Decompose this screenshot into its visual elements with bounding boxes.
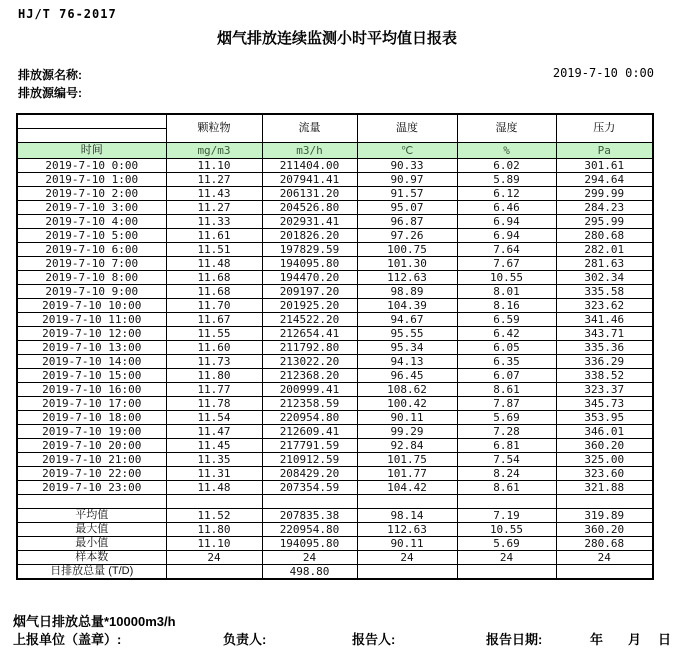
- value-cell: 11.45: [166, 439, 262, 453]
- month-label: 月: [628, 632, 642, 647]
- value-cell: 207354.59: [262, 481, 357, 495]
- value-cell: 11.68: [166, 271, 262, 285]
- value-cell: 207941.41: [262, 173, 357, 187]
- unit-particulate: mg/m3: [166, 143, 262, 159]
- row-label: 平均值: [17, 509, 166, 523]
- value-cell: 94.13: [357, 355, 457, 369]
- value-cell: 6.94: [457, 229, 556, 243]
- value-cell: 24: [357, 551, 457, 565]
- value-cell: 98.14: [357, 509, 457, 523]
- summary-row: [17, 523, 653, 537]
- table-row: [17, 397, 653, 411]
- value-cell: 7.28: [457, 425, 556, 439]
- value-cell: 7.87: [457, 397, 556, 411]
- row-time: 2019-7-10 13:00: [17, 341, 166, 355]
- value-cell: 11.51: [166, 243, 262, 257]
- value-cell: 100.75: [357, 243, 457, 257]
- table-row: [17, 299, 653, 313]
- table-row: [17, 313, 653, 327]
- unit-pressure: Pa: [556, 143, 653, 159]
- value-cell: 92.84: [357, 439, 457, 453]
- value-cell: 6.46: [457, 201, 556, 215]
- value-cell: 95.34: [357, 341, 457, 355]
- value-cell: 112.63: [357, 271, 457, 285]
- value-cell: 6.12: [457, 187, 556, 201]
- unit-temperature: ℃: [357, 143, 457, 159]
- row-time: 2019-7-10 15:00: [17, 369, 166, 383]
- value-cell: 214522.20: [262, 313, 357, 327]
- value-cell: 284.23: [556, 201, 653, 215]
- value-cell: 211792.80: [262, 341, 357, 355]
- value-cell: 11.80: [166, 523, 262, 537]
- value-cell: 217791.59: [262, 439, 357, 453]
- value-cell: 200999.41: [262, 383, 357, 397]
- column-header-humidity: 湿度: [457, 114, 556, 143]
- value-cell: 11.70: [166, 299, 262, 313]
- value-cell: 213022.20: [262, 355, 357, 369]
- value-cell: [556, 565, 653, 580]
- unit-humidity: %: [457, 143, 556, 159]
- column-header-particulate: 颗粒物: [166, 114, 262, 143]
- unit-flow: m3/h: [262, 143, 357, 159]
- value-cell: 335.36: [556, 341, 653, 355]
- value-cell: 194095.80: [262, 257, 357, 271]
- value-cell: 209197.20: [262, 285, 357, 299]
- source-name-label: 排放源名称:: [18, 68, 82, 82]
- value-cell: 11.80: [166, 369, 262, 383]
- value-cell: 90.33: [357, 159, 457, 173]
- value-cell: 101.77: [357, 467, 457, 481]
- report-date-label: 报告日期:: [486, 632, 543, 647]
- value-cell: 194470.20: [262, 271, 357, 285]
- value-cell: 325.00: [556, 453, 653, 467]
- value-cell: 6.07: [457, 369, 556, 383]
- value-cell: 11.33: [166, 215, 262, 229]
- spacer-cell: [17, 495, 166, 509]
- report-datetime: 2019-7-10 0:00: [552, 66, 654, 80]
- value-cell: 323.62: [556, 299, 653, 313]
- value-cell: 210912.59: [262, 453, 357, 467]
- value-cell: 104.42: [357, 481, 457, 495]
- value-cell: 211404.00: [262, 159, 357, 173]
- year-label: 年: [590, 632, 604, 647]
- value-cell: 90.11: [357, 537, 457, 551]
- value-cell: 204526.80: [262, 201, 357, 215]
- spacer-cell: [166, 495, 262, 509]
- value-cell: 212609.41: [262, 425, 357, 439]
- header-empty-cell-bottom: [17, 129, 166, 143]
- spacer-row: [17, 495, 653, 509]
- table-row: [17, 341, 653, 355]
- spacer-cell: [556, 495, 653, 509]
- standard-code: HJ/T 76-2017: [18, 7, 117, 21]
- spacer-cell: [357, 495, 457, 509]
- value-cell: 24: [556, 551, 653, 565]
- summary-row: [17, 565, 653, 580]
- row-time: 2019-7-10 9:00: [17, 285, 166, 299]
- column-header-temperature: 温度: [357, 114, 457, 143]
- value-cell: 95.55: [357, 327, 457, 341]
- table-row: [17, 383, 653, 397]
- value-cell: 201826.20: [262, 229, 357, 243]
- value-cell: 281.63: [556, 257, 653, 271]
- value-cell: [457, 565, 556, 580]
- table-row: [17, 453, 653, 467]
- table-row: [17, 187, 653, 201]
- summary-row: [17, 537, 653, 551]
- value-cell: 5.69: [457, 411, 556, 425]
- spacer-cell: [262, 495, 357, 509]
- value-cell: 11.61: [166, 229, 262, 243]
- value-cell: 8.61: [457, 481, 556, 495]
- value-cell: 7.19: [457, 509, 556, 523]
- header-empty-cell-top: [17, 114, 166, 129]
- table-row: [17, 215, 653, 229]
- row-time: 2019-7-10 7:00: [17, 257, 166, 271]
- row-time: 2019-7-10 1:00: [17, 173, 166, 187]
- value-cell: 220954.80: [262, 411, 357, 425]
- value-cell: 338.52: [556, 369, 653, 383]
- value-cell: 212654.41: [262, 327, 357, 341]
- report-unit-label: 上报单位（盖章）:: [13, 632, 122, 647]
- hourly-average-table: [16, 113, 654, 580]
- value-cell: 11.55: [166, 327, 262, 341]
- value-cell: 11.67: [166, 313, 262, 327]
- value-cell: 11.77: [166, 383, 262, 397]
- value-cell: 11.10: [166, 159, 262, 173]
- value-cell: 99.29: [357, 425, 457, 439]
- table-row: [17, 229, 653, 243]
- value-cell: 11.78: [166, 397, 262, 411]
- value-cell: 208429.20: [262, 467, 357, 481]
- row-label: 日排放总量 (T/D): [17, 565, 166, 580]
- value-cell: 11.73: [166, 355, 262, 369]
- value-cell: 206131.20: [262, 187, 357, 201]
- responsible-person-label: 负责人:: [223, 632, 267, 647]
- value-cell: 8.01: [457, 285, 556, 299]
- value-cell: 112.63: [357, 523, 457, 537]
- value-cell: 194095.80: [262, 537, 357, 551]
- value-cell: 6.81: [457, 439, 556, 453]
- value-cell: 8.24: [457, 467, 556, 481]
- value-cell: 7.54: [457, 453, 556, 467]
- row-time: 2019-7-10 22:00: [17, 467, 166, 481]
- row-time: 2019-7-10 21:00: [17, 453, 166, 467]
- value-cell: 6.94: [457, 215, 556, 229]
- value-cell: 346.01: [556, 425, 653, 439]
- value-cell: 24: [262, 551, 357, 565]
- row-label: 最小值: [17, 537, 166, 551]
- value-cell: 24: [166, 551, 262, 565]
- value-cell: 11.47: [166, 425, 262, 439]
- column-header-flow: 流量: [262, 114, 357, 143]
- value-cell: 11.60: [166, 341, 262, 355]
- table-row: [17, 201, 653, 215]
- footer-note: 烟气日排放总量*10000m3/h: [13, 614, 176, 629]
- value-cell: 6.05: [457, 341, 556, 355]
- value-cell: 6.42: [457, 327, 556, 341]
- row-time: 2019-7-10 2:00: [17, 187, 166, 201]
- value-cell: 11.52: [166, 509, 262, 523]
- value-cell: 8.61: [457, 383, 556, 397]
- row-time: 2019-7-10 4:00: [17, 215, 166, 229]
- value-cell: 97.26: [357, 229, 457, 243]
- value-cell: 321.88: [556, 481, 653, 495]
- value-cell: 98.89: [357, 285, 457, 299]
- value-cell: 498.80: [262, 565, 357, 580]
- table-body: [17, 159, 653, 580]
- table-row: [17, 439, 653, 453]
- value-cell: 6.35: [457, 355, 556, 369]
- value-cell: 11.31: [166, 467, 262, 481]
- value-cell: 24: [457, 551, 556, 565]
- value-cell: 282.01: [556, 243, 653, 257]
- reporter-label: 报告人:: [352, 632, 396, 647]
- value-cell: 108.62: [357, 383, 457, 397]
- value-cell: 201925.20: [262, 299, 357, 313]
- value-cell: 202931.41: [262, 215, 357, 229]
- summary-row: [17, 551, 653, 565]
- value-cell: 7.64: [457, 243, 556, 257]
- value-cell: 353.95: [556, 411, 653, 425]
- value-cell: 11.35: [166, 453, 262, 467]
- summary-row: [17, 509, 653, 523]
- value-cell: 294.64: [556, 173, 653, 187]
- row-time: 2019-7-10 0:00: [17, 159, 166, 173]
- value-cell: 6.59: [457, 313, 556, 327]
- spacer-cell: [457, 495, 556, 509]
- value-cell: 207835.38: [262, 509, 357, 523]
- value-cell: 220954.80: [262, 523, 357, 537]
- column-header-pressure: 压力: [556, 114, 653, 143]
- row-time: 2019-7-10 18:00: [17, 411, 166, 425]
- table-row: [17, 243, 653, 257]
- value-cell: 299.99: [556, 187, 653, 201]
- value-cell: 345.73: [556, 397, 653, 411]
- value-cell: 90.97: [357, 173, 457, 187]
- value-cell: 11.54: [166, 411, 262, 425]
- value-cell: 8.16: [457, 299, 556, 313]
- value-cell: 5.69: [457, 537, 556, 551]
- value-cell: 319.89: [556, 509, 653, 523]
- value-cell: 360.20: [556, 523, 653, 537]
- row-time: 2019-7-10 3:00: [17, 201, 166, 215]
- table-row: [17, 467, 653, 481]
- value-cell: 96.45: [357, 369, 457, 383]
- row-time: 2019-7-10 23:00: [17, 481, 166, 495]
- table-row: [17, 355, 653, 369]
- value-cell: 323.37: [556, 383, 653, 397]
- pollutant-header-row: [17, 114, 653, 129]
- source-code-label: 排放源编号:: [18, 86, 82, 100]
- table-row: [17, 369, 653, 383]
- value-cell: 11.27: [166, 201, 262, 215]
- value-cell: 11.68: [166, 285, 262, 299]
- table-row: [17, 327, 653, 341]
- table-row: [17, 257, 653, 271]
- row-time: 2019-7-10 8:00: [17, 271, 166, 285]
- value-cell: 90.11: [357, 411, 457, 425]
- time-column-label: 时间: [17, 143, 166, 159]
- table-row: [17, 173, 653, 187]
- table-row: [17, 285, 653, 299]
- row-time: 2019-7-10 20:00: [17, 439, 166, 453]
- value-cell: 101.30: [357, 257, 457, 271]
- value-cell: [166, 565, 262, 580]
- signature-line: [0, 629, 674, 647]
- row-label: 样本数: [17, 551, 166, 565]
- value-cell: 341.46: [556, 313, 653, 327]
- value-cell: 335.58: [556, 285, 653, 299]
- value-cell: 11.27: [166, 173, 262, 187]
- day-label: 日: [658, 632, 672, 647]
- value-cell: 360.20: [556, 439, 653, 453]
- value-cell: 280.68: [556, 229, 653, 243]
- value-cell: 295.99: [556, 215, 653, 229]
- value-cell: 10.55: [457, 271, 556, 285]
- value-cell: 104.39: [357, 299, 457, 313]
- table-row: [17, 159, 653, 173]
- value-cell: 212358.59: [262, 397, 357, 411]
- value-cell: 6.02: [457, 159, 556, 173]
- value-cell: 323.60: [556, 467, 653, 481]
- value-cell: 212368.20: [262, 369, 357, 383]
- row-time: 2019-7-10 5:00: [17, 229, 166, 243]
- value-cell: 301.61: [556, 159, 653, 173]
- value-cell: 11.43: [166, 187, 262, 201]
- row-time: 2019-7-10 10:00: [17, 299, 166, 313]
- table-row: [17, 481, 653, 495]
- table-row: [17, 411, 653, 425]
- page-title: 烟气排放连续监测小时平均值日报表: [216, 30, 457, 47]
- row-time: 2019-7-10 11:00: [17, 313, 166, 327]
- units-row: [17, 143, 653, 159]
- row-label: 最大值: [17, 523, 166, 537]
- value-cell: 336.29: [556, 355, 653, 369]
- row-time: 2019-7-10 19:00: [17, 425, 166, 439]
- value-cell: 5.89: [457, 173, 556, 187]
- value-cell: 280.68: [556, 537, 653, 551]
- value-cell: 343.71: [556, 327, 653, 341]
- row-time: 2019-7-10 16:00: [17, 383, 166, 397]
- value-cell: 94.67: [357, 313, 457, 327]
- table-row: [17, 425, 653, 439]
- value-cell: 11.48: [166, 481, 262, 495]
- value-cell: 11.48: [166, 257, 262, 271]
- row-time: 2019-7-10 12:00: [17, 327, 166, 341]
- value-cell: 7.67: [457, 257, 556, 271]
- value-cell: 91.57: [357, 187, 457, 201]
- value-cell: 302.34: [556, 271, 653, 285]
- value-cell: [357, 565, 457, 580]
- value-cell: 197829.59: [262, 243, 357, 257]
- value-cell: 101.75: [357, 453, 457, 467]
- table-row: [17, 271, 653, 285]
- value-cell: 96.87: [357, 215, 457, 229]
- row-time: 2019-7-10 14:00: [17, 355, 166, 369]
- value-cell: 10.55: [457, 523, 556, 537]
- value-cell: 11.10: [166, 537, 262, 551]
- value-cell: 95.07: [357, 201, 457, 215]
- row-time: 2019-7-10 17:00: [17, 397, 166, 411]
- row-time: 2019-7-10 6:00: [17, 243, 166, 257]
- value-cell: 100.42: [357, 397, 457, 411]
